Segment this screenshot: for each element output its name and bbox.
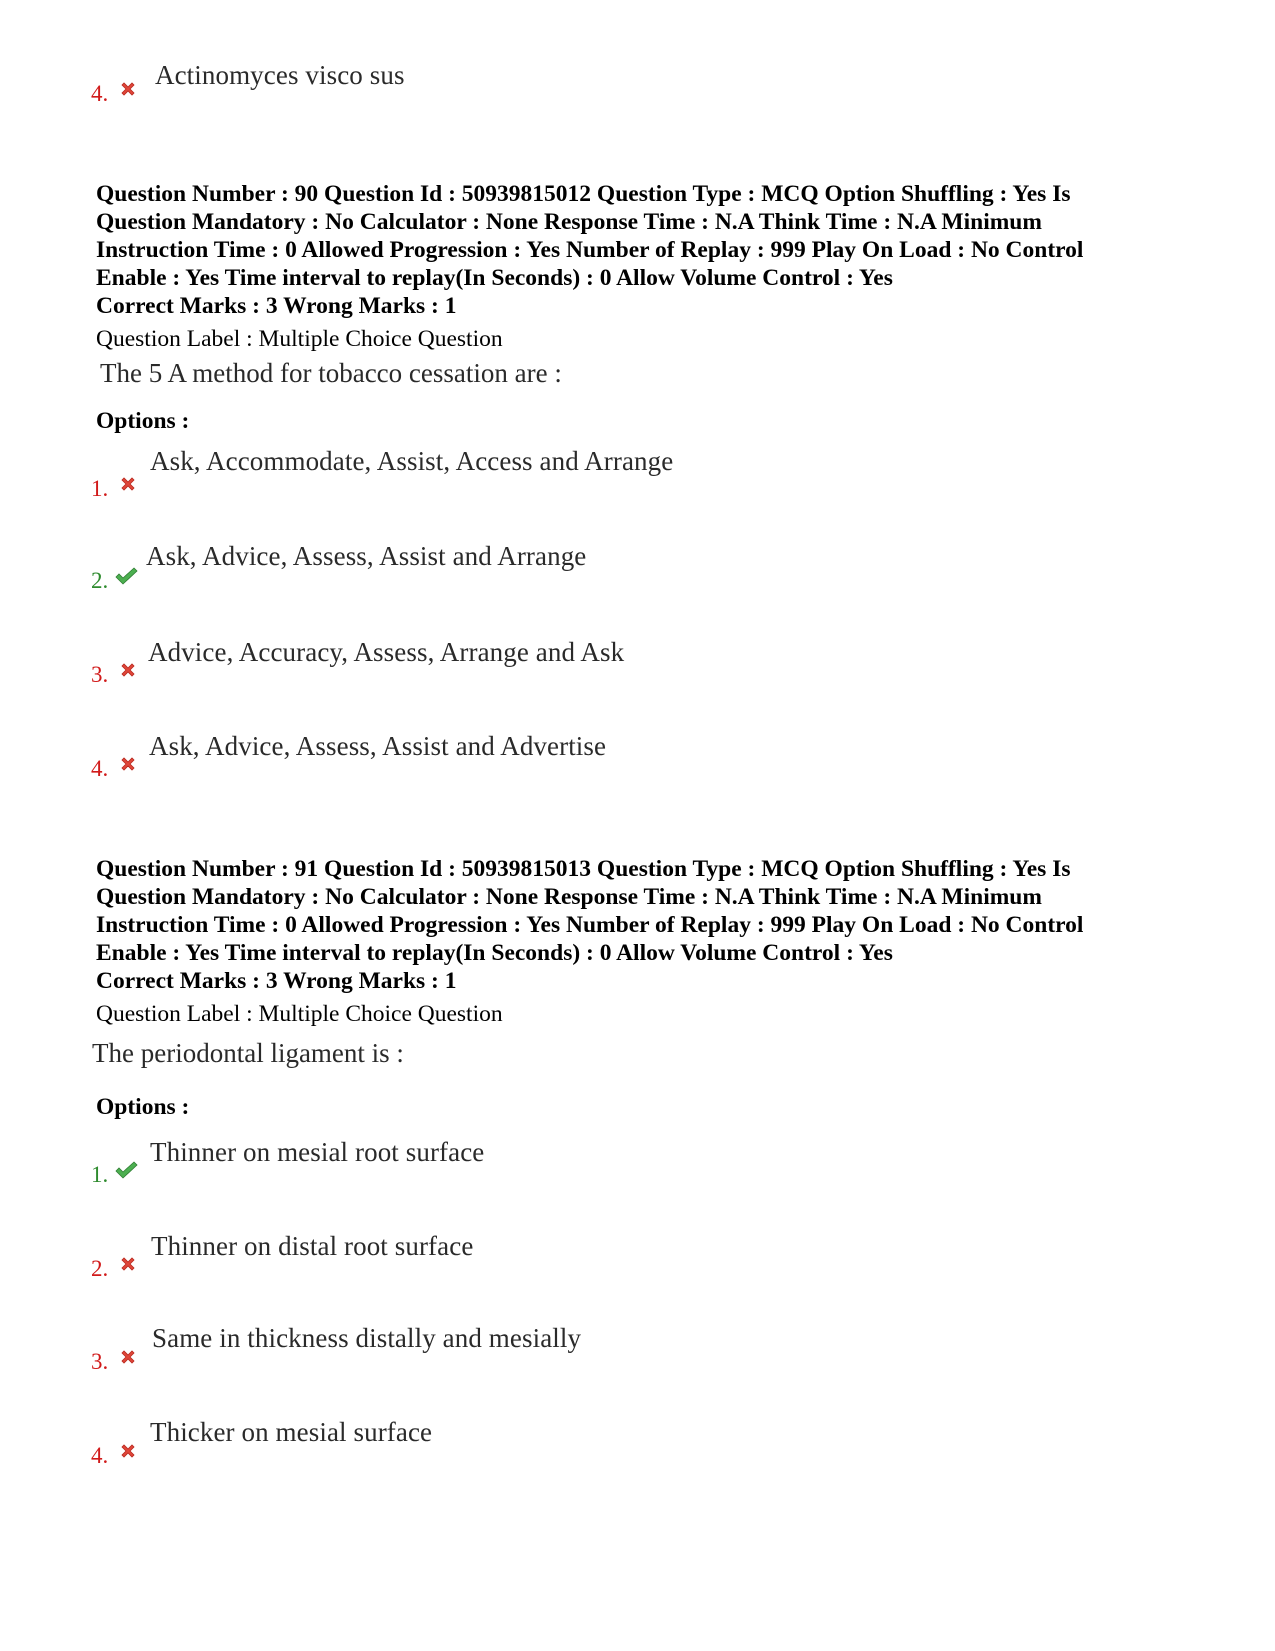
question-text: The periodontal ligament is : [92, 1038, 404, 1068]
cross-icon [118, 1441, 138, 1461]
option-text: Advice, Accuracy, Assess, Arrange and Ask [148, 637, 625, 667]
option-number: 1. [91, 476, 109, 501]
question-marks: Correct Marks : 3 Wrong Marks : 1 [96, 293, 457, 319]
cross-icon [118, 1347, 138, 1367]
option-text: Actinomyces visco sus [155, 60, 405, 90]
question-meta [96, 855, 1216, 967]
option-number: 2. [91, 568, 109, 593]
question-meta [96, 180, 1216, 292]
meta-line: Enable : Yes Time interval to replay(In Seconds) : 0 Allow Volume Control : Yes [96, 265, 893, 291]
option-number: 2. [91, 1256, 109, 1281]
option-text: Thinner on distal root surface [151, 1231, 474, 1261]
question-label: Question Label : Multiple Choice Question [96, 1001, 503, 1027]
option-number: 4. [91, 756, 109, 781]
meta-line: Question Mandatory : No Calculator : None Response Time : N.A Think Time : N.A Minimum [96, 884, 1042, 910]
option-text: Thinner on mesial root surface [150, 1137, 485, 1167]
meta-line: Question Number : 90 Question Id : 50939815012 Question Type : MCQ Option Shuffling : Yes Is [96, 181, 1071, 207]
meta-line: Instruction Time : 0 Allowed Progression : Yes Number of Replay : 999 Play On Load : No Control [96, 912, 1084, 938]
option-number: 3. [91, 1349, 109, 1374]
question-text: The 5 A method for tobacco cessation are : [100, 358, 562, 388]
option-text: Thicker on mesial surface [150, 1417, 433, 1447]
cross-icon [118, 1254, 138, 1274]
meta-line: Question Number : 91 Question Id : 50939815013 Question Type : MCQ Option Shuffling : Yes Is [96, 856, 1071, 882]
meta-line: Enable : Yes Time interval to replay(In Seconds) : 0 Allow Volume Control : Yes [96, 940, 893, 966]
cross-icon [118, 660, 138, 680]
cross-icon [118, 754, 138, 774]
option-text: Ask, Advice, Assess, Assist and Arrange [146, 541, 587, 571]
option-text: Same in thickness distally and mesially [152, 1323, 582, 1353]
options-heading: Options : [96, 408, 190, 434]
meta-line: Instruction Time : 0 Allowed Progression : Yes Number of Replay : 999 Play On Load : No Control [96, 237, 1084, 263]
cross-icon [118, 474, 138, 494]
question-marks: Correct Marks : 3 Wrong Marks : 1 [96, 968, 457, 994]
question-label: Question Label : Multiple Choice Question [96, 326, 503, 352]
option-text: Ask, Accommodate, Assist, Access and Arrange [150, 446, 674, 476]
check-icon [114, 1160, 138, 1180]
cross-icon [118, 79, 138, 99]
option-number: 1. [91, 1162, 109, 1187]
option-number: 4. [91, 1443, 109, 1468]
option-text: Ask, Advice, Assess, Assist and Advertise [149, 731, 607, 761]
meta-line: Question Mandatory : No Calculator : None Response Time : N.A Think Time : N.A Minimum [96, 209, 1042, 235]
options-heading: Options : [96, 1094, 190, 1120]
option-number: 3. [91, 662, 109, 687]
check-icon [114, 566, 138, 586]
option-number: 4. [91, 81, 109, 106]
